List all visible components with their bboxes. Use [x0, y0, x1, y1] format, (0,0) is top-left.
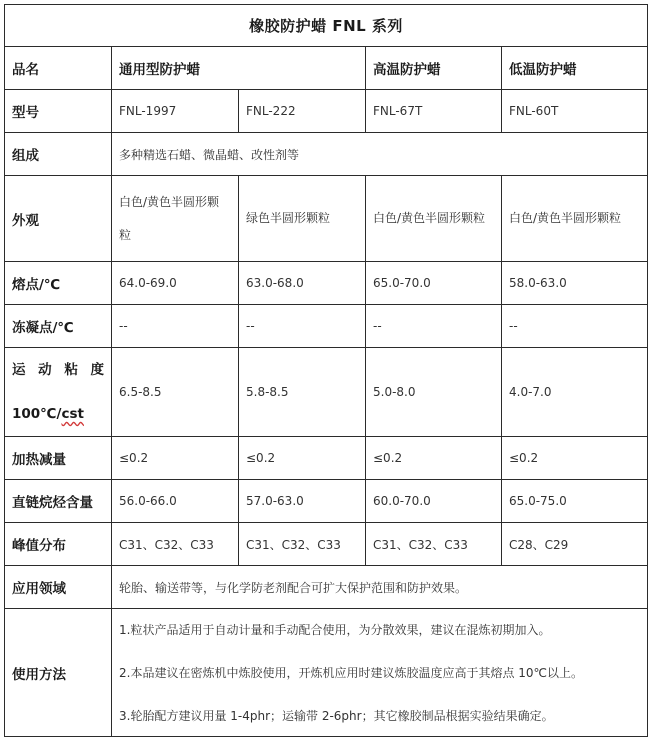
melting-point-row — [5, 262, 648, 305]
melting-point-value: 64.0-69.0 — [112, 262, 239, 305]
heating-loss-value: ≤0.2 — [366, 437, 502, 480]
row-label-viscosity — [5, 348, 112, 437]
peak-value: C31、C32、C33 — [366, 523, 502, 566]
peak-value: C28、C29 — [502, 523, 648, 566]
freezing-point-value: -- — [112, 305, 239, 348]
freezing-point-value: -- — [502, 305, 648, 348]
model-row — [5, 90, 648, 133]
table-title: 橡胶防护蜡 FNL 系列 — [5, 5, 648, 47]
row-label-freezing-point: 冻凝点/℃ — [5, 305, 112, 348]
viscosity-row — [5, 348, 648, 437]
freezing-point-value: -- — [239, 305, 366, 348]
row-label-usage: 使用方法 — [5, 609, 112, 737]
model-value: FNL-222 — [239, 90, 366, 133]
viscosity-temp-text: 100℃/ — [12, 406, 62, 422]
melting-point-value: 65.0-70.0 — [366, 262, 502, 305]
row-label-melting-point: 熔点/℃ — [5, 262, 112, 305]
freezing-point-value: -- — [366, 305, 502, 348]
row-label-product-name: 品名 — [5, 47, 112, 90]
viscosity-value: 4.0-7.0 — [502, 348, 648, 437]
heating-loss-row — [5, 437, 648, 480]
model-value: FNL-1997 — [112, 90, 239, 133]
melting-point-value: 58.0-63.0 — [502, 262, 648, 305]
application-value: 轮胎、输送带等，与化学防老剂配合可扩大保护范围和防护效果。 — [112, 566, 648, 609]
model-value: FNL-60T — [502, 90, 648, 133]
row-label-composition: 组成 — [5, 133, 112, 176]
viscosity-unit-text: cst — [61, 406, 84, 422]
model-value: FNL-67T — [366, 90, 502, 133]
peak-value: C31、C32、C33 — [112, 523, 239, 566]
application-row — [5, 566, 648, 609]
title-row — [5, 5, 648, 47]
n-alkane-value: 57.0-63.0 — [239, 480, 366, 523]
row-label-application: 应用领域 — [5, 566, 112, 609]
usage-item: 1.粒状产品适用于自动计量和手动配合使用，为分散效果，建议在混炼初期加入。 — [119, 622, 551, 637]
appearance-value: 白色/黄色半圆形颗粒 — [112, 176, 239, 262]
row-label-model: 型号 — [5, 90, 112, 133]
header-general-wax: 通用型防护蜡 — [112, 47, 366, 90]
header-high-temp-wax: 高温防护蜡 — [366, 47, 502, 90]
header-low-temp-wax: 低温防护蜡 — [502, 47, 648, 90]
appearance-value: 白色/黄色半圆形颗粒 — [502, 176, 648, 262]
usage-item: 3.轮胎配方建议用量 1-4phr；运输带 2-6phr；其它橡胶制品根据实验结果确定。 — [119, 708, 554, 723]
melting-point-value: 63.0-68.0 — [239, 262, 366, 305]
viscosity-value: 6.5-8.5 — [112, 348, 239, 437]
viscosity-value: 5.0-8.0 — [366, 348, 502, 437]
peak-value: C31、C32、C33 — [239, 523, 366, 566]
row-label-heating-loss: 加热减量 — [5, 437, 112, 480]
header-row — [5, 47, 648, 90]
heating-loss-value: ≤0.2 — [112, 437, 239, 480]
row-label-peak: 峰值分布 — [5, 523, 112, 566]
heating-loss-value: ≤0.2 — [502, 437, 648, 480]
n-alkane-value: 56.0-66.0 — [112, 480, 239, 523]
spec-table — [4, 4, 648, 737]
n-alkane-row — [5, 480, 648, 523]
composition-value: 多种精选石蜡、微晶蜡、改性剂等 — [112, 133, 648, 176]
appearance-value: 绿色半圆形颗粒 — [239, 176, 366, 262]
usage-item: 2.本品建议在密炼机中炼胶使用，开炼机应用时建议炼胶温度应高于其熔点 10℃以上。 — [119, 665, 584, 680]
row-label-n-alkane: 直链烷烃含量 — [5, 480, 112, 523]
usage-row — [5, 609, 648, 737]
appearance-row — [5, 176, 648, 262]
composition-row — [5, 133, 648, 176]
freezing-point-row — [5, 305, 648, 348]
row-label-appearance: 外观 — [5, 176, 112, 262]
appearance-value: 白色/黄色半圆形颗粒 — [366, 176, 502, 262]
n-alkane-value: 60.0-70.0 — [366, 480, 502, 523]
n-alkane-value: 65.0-75.0 — [502, 480, 648, 523]
viscosity-value: 5.8-8.5 — [239, 348, 366, 437]
viscosity-label-text: 运动粘度 — [12, 362, 104, 378]
usage-value — [112, 609, 648, 737]
heating-loss-value: ≤0.2 — [239, 437, 366, 480]
viscosity-label-temp — [12, 392, 104, 436]
peak-row — [5, 523, 648, 566]
